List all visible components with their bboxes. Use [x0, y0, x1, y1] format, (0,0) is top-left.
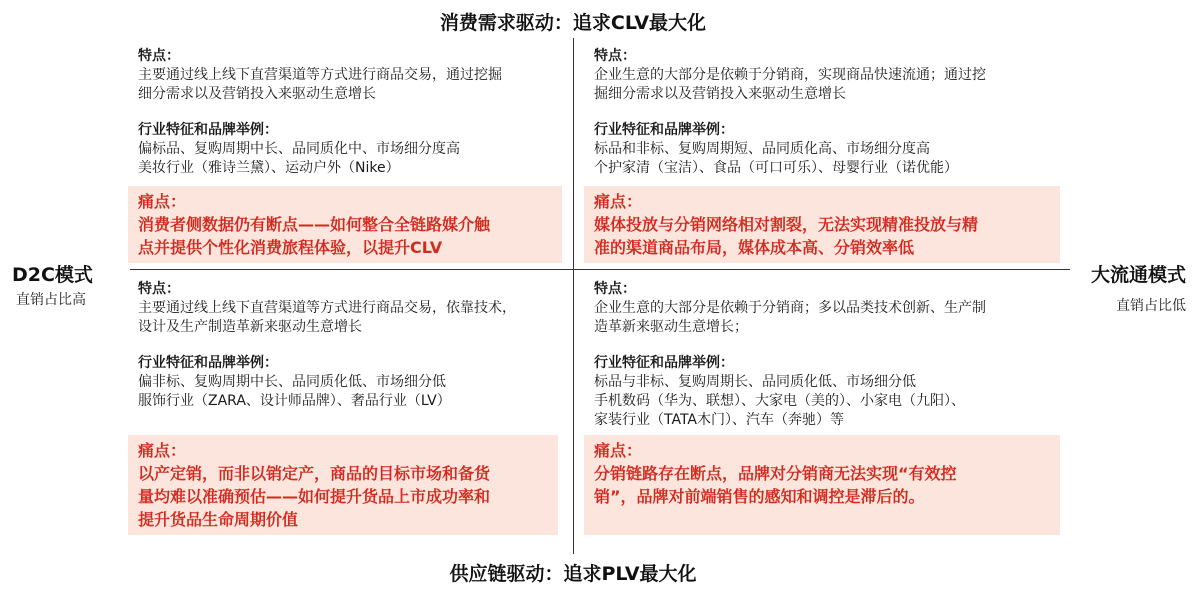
pain-label: 痛点： [138, 441, 187, 460]
right-axis-subtitle: 直销占比低 [1116, 298, 1186, 314]
quadrant-top-left [138, 47, 578, 178]
pain-text-line: 消费者侧数据仍有断点——如何整合全链路媒介触 [138, 215, 491, 234]
industry-text-line: 个护家清（宝洁）、食品（可口可乐）、母婴行业（诺优能） [594, 160, 958, 176]
features-text-line: 主要通过线上线下直营渠道等方式进行商品交易，依靠技术， [138, 300, 516, 316]
bottom-axis-title: 供应链驱动：追求PLV最大化 [449, 563, 697, 585]
pain-text-line: 提升货品生命周期价值 [138, 510, 299, 529]
pain-point-box-bottom-left [128, 435, 558, 535]
pain-point-box-bottom-right [584, 435, 1060, 535]
industry-label: 行业特征和品牌举例： [594, 122, 734, 138]
pain-label: 痛点： [138, 192, 187, 211]
industry-text-line: 服饰行业（ZARA、设计师品牌）、奢品行业（LV） [138, 393, 451, 409]
quadrant-bottom-right [594, 280, 1054, 430]
industry-text-line: 手机数码（华为、联想）、大家电（美的）、小家电（九阳）、 [594, 393, 965, 409]
industry-label: 行业特征和品牌举例： [138, 355, 278, 371]
pain-text-line: 销”，品牌对前端销售的感知和调控是滞后的。 [594, 487, 925, 506]
features-label: 特点： [138, 48, 180, 64]
left-axis-title: D2C模式 [12, 264, 93, 286]
pain-text-line: 分销链路存在断点，品牌对分销商无法实现“有效控 [594, 464, 957, 483]
pain-text-line: 量均难以准确预估——如何提升货品上市成功率和 [138, 487, 491, 506]
pain-text-line: 媒体投放与分销网络相对割裂，无法实现精准投放与精 [594, 215, 979, 234]
industry-text-line: 标品和非标、复购周期短、品同质化高、市场细分度高 [594, 141, 930, 157]
top-axis-title: 消费需求驱动：追求CLV最大化 [439, 12, 707, 34]
industry-label: 行业特征和品牌举例： [138, 122, 278, 138]
industry-text-line: 偏标品、复购周期中长、品同质化中、市场细分度高 [138, 141, 460, 157]
features-text-line: 企业生意的大部分是依赖于分销商，实现商品快速流通；通过挖 [594, 67, 986, 83]
pain-text-line: 准的渠道商品布局，媒体成本高、分销效率低 [594, 238, 915, 257]
features-label: 特点： [594, 48, 636, 64]
industry-text-line: 偏非标、复购周期中长、品同质化低、市场细分低 [138, 374, 446, 390]
pain-label: 痛点： [594, 441, 643, 460]
features-text-line: 细分需求以及营销投入来驱动生意增长 [138, 86, 376, 102]
industry-text-line: 家装行业（TATA木门）、汽车（奔驰）等 [594, 412, 844, 428]
features-text-line: 造革新来驱动生意增长； [594, 319, 748, 335]
pain-text-line: 点并提供个性化消费旅程体验，以提升CLV [138, 238, 443, 257]
industry-text-line: 标品与非标、复购周期长、品同质化低、市场细分低 [594, 374, 916, 390]
features-label: 特点： [138, 281, 180, 297]
right-axis-title: 大流通模式 [1090, 264, 1186, 286]
quadrant-top-right [594, 47, 1054, 178]
features-text-line: 掘细分需求以及营销投入来驱动生意增长 [594, 86, 846, 102]
pain-label: 痛点： [594, 192, 643, 211]
horizontal-axis [130, 269, 1070, 270]
pain-point-box-top-right [584, 186, 1060, 263]
pain-point-box-top-left [128, 186, 562, 263]
left-axis-subtitle: 直销占比高 [16, 292, 86, 308]
features-text-line: 企业生意的大部分是依赖于分销商；多以品类技术创新、生产制 [594, 300, 986, 316]
quadrant-bottom-left [138, 280, 578, 411]
industry-label: 行业特征和品牌举例： [594, 355, 734, 371]
industry-text-line: 美妆行业（雅诗兰黛）、运动户外（Nike） [138, 160, 400, 176]
features-text-line: 主要通过线上线下直营渠道等方式进行商品交易，通过挖掘 [138, 67, 502, 83]
pain-text-line: 以产定销，而非以销定产，商品的目标市场和备货 [138, 464, 491, 483]
features-text-line: 设计及生产制造革新来驱动生意增长 [138, 319, 362, 335]
features-label: 特点： [594, 281, 636, 297]
